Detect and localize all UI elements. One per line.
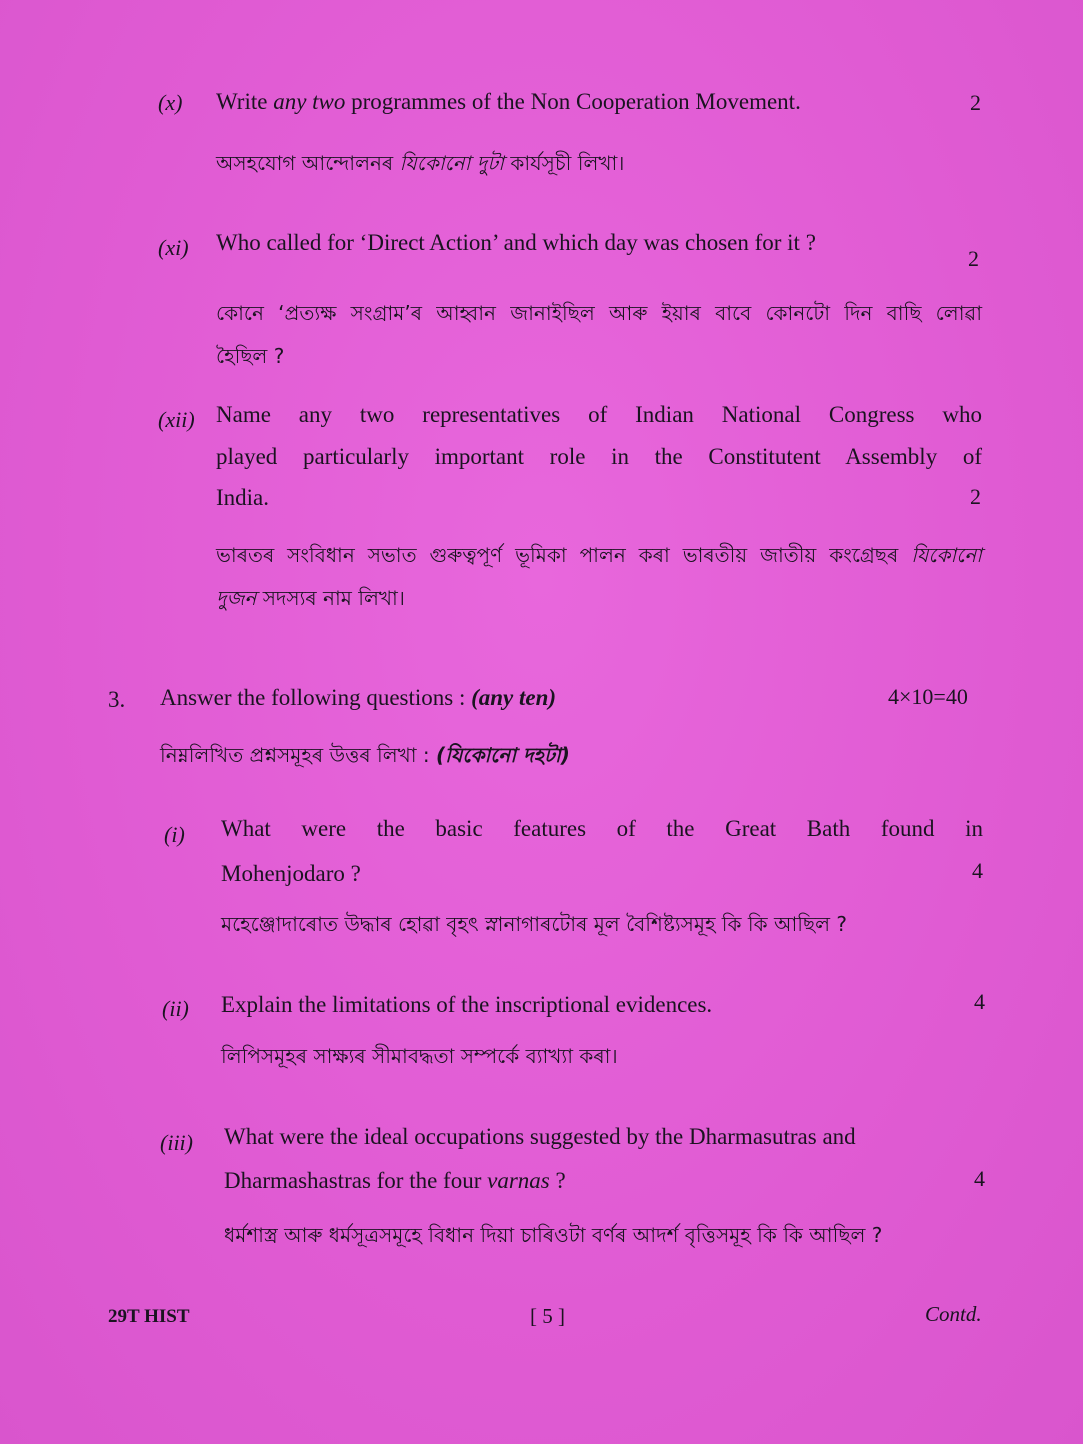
- text: Write: [216, 89, 274, 114]
- emphasis: (যিকোনো দহটা): [436, 743, 570, 767]
- question-mark: 2: [970, 90, 981, 115]
- section-number: 3.: [108, 687, 126, 712]
- question-text-en: Who called for ‘Direct Action’ and which day was chosen for it ?: [216, 230, 816, 255]
- page-number: [ 5 ]: [530, 1304, 565, 1328]
- question-text-en: [224, 1160, 824, 1201]
- section-text-en: [160, 677, 760, 718]
- text: সদস্যৰ নাম লিখা।: [256, 586, 405, 610]
- section-text-bn: [160, 734, 860, 776]
- emphasis: যিকোনো দুটা: [399, 151, 504, 175]
- question-text-bn: [216, 577, 982, 619]
- emphasis: varnas: [487, 1168, 550, 1193]
- question-text-bn: [216, 534, 982, 576]
- text: Dharmashastras for the four: [224, 1168, 488, 1193]
- text: অসহযোগ আন্দোলনৰ: [216, 151, 400, 175]
- question-text-bn: মহেঞ্জোদাৰোত উদ্ধাৰ হোৱা বৃহৎ স্নানাগাৰটোৰ মূল বৈশিষ্ট্যসমূহ কি কি আছিল ?: [221, 912, 847, 936]
- question-mark: 4: [974, 989, 985, 1014]
- question-number: (iii): [160, 1130, 193, 1155]
- question-mark: 4: [972, 858, 983, 883]
- text: Answer the following questions :: [160, 685, 472, 710]
- question-text-bn: হৈছিল ?: [216, 344, 285, 368]
- question-text-en: Explain the limitations of the inscriptional evidences.: [221, 992, 713, 1017]
- text: কাৰ্যসূচী লিখা।: [503, 151, 625, 175]
- question-number: (ii): [162, 996, 189, 1021]
- text: programmes of the Non Cooperation Movement.: [345, 89, 801, 114]
- emphasis: any two: [273, 89, 346, 114]
- text: ?: [549, 1168, 566, 1193]
- text: ভাৰতৰ সংবিধান সভাত গুৰুত্বপূৰ্ণ ভূমিকা পালন কৰা ভাৰতীয় জাতীয় কংগ্ৰেছৰ: [216, 543, 912, 567]
- question-text-en: played particularly important role in the Constitutent Assembly of: [216, 444, 982, 469]
- question-text-en: India.: [216, 485, 270, 510]
- question-number: (x): [158, 90, 183, 115]
- question-text-bn: [216, 142, 976, 184]
- emphasis: দুজন: [216, 586, 257, 610]
- continued-label: Contd.: [925, 1302, 982, 1326]
- question-mark: 2: [970, 484, 981, 509]
- question-number: (xii): [158, 407, 195, 432]
- text: নিম্নলিখিত প্ৰশ্নসমূহৰ উত্তৰ লিখা :: [160, 743, 437, 767]
- question-text-en: What were the ideal occupations suggested by the Dharmasutras and: [224, 1124, 856, 1149]
- emphasis: যিকোনো: [911, 543, 982, 567]
- question-mark: 2: [968, 246, 979, 271]
- question-number: (i): [164, 822, 185, 847]
- question-mark: 4: [974, 1166, 985, 1191]
- question-text-en: [216, 81, 936, 122]
- question-text-en: What were the basic features of the Great Bath found in: [221, 816, 983, 841]
- question-text-en: Name any two representatives of Indian National Congress who: [216, 402, 982, 427]
- emphasis: (any ten): [471, 685, 557, 710]
- question-text-en: Mohenjodaro ?: [221, 861, 361, 886]
- question-text-bn: ধৰ্মশাস্ত্ৰ আৰু ধৰ্মসূত্ৰসমূহে বিধান দিয়া চাৰিওটা বৰ্ণৰ আদৰ্শ বৃত্তিসমূহ কি কি আছিল ?: [224, 1223, 883, 1247]
- question-text-bn: কোনে ‘প্ৰত্যক্ষ সংগ্ৰাম’ৰ আহ্বান জানাইছিল আৰু ইয়াৰ বাবে কোনটো দিন বাছি লোৱা: [216, 301, 982, 325]
- question-number: (xi): [158, 235, 189, 260]
- paper-code: 29T HIST: [108, 1306, 190, 1327]
- question-text-bn: লিপিসমূহৰ সাক্ষ্যৰ সীমাবদ্ধতা সম্পৰ্কে ব্যাখ্যা কৰা।: [221, 1044, 618, 1068]
- section-marks: 4×10=40: [888, 684, 968, 709]
